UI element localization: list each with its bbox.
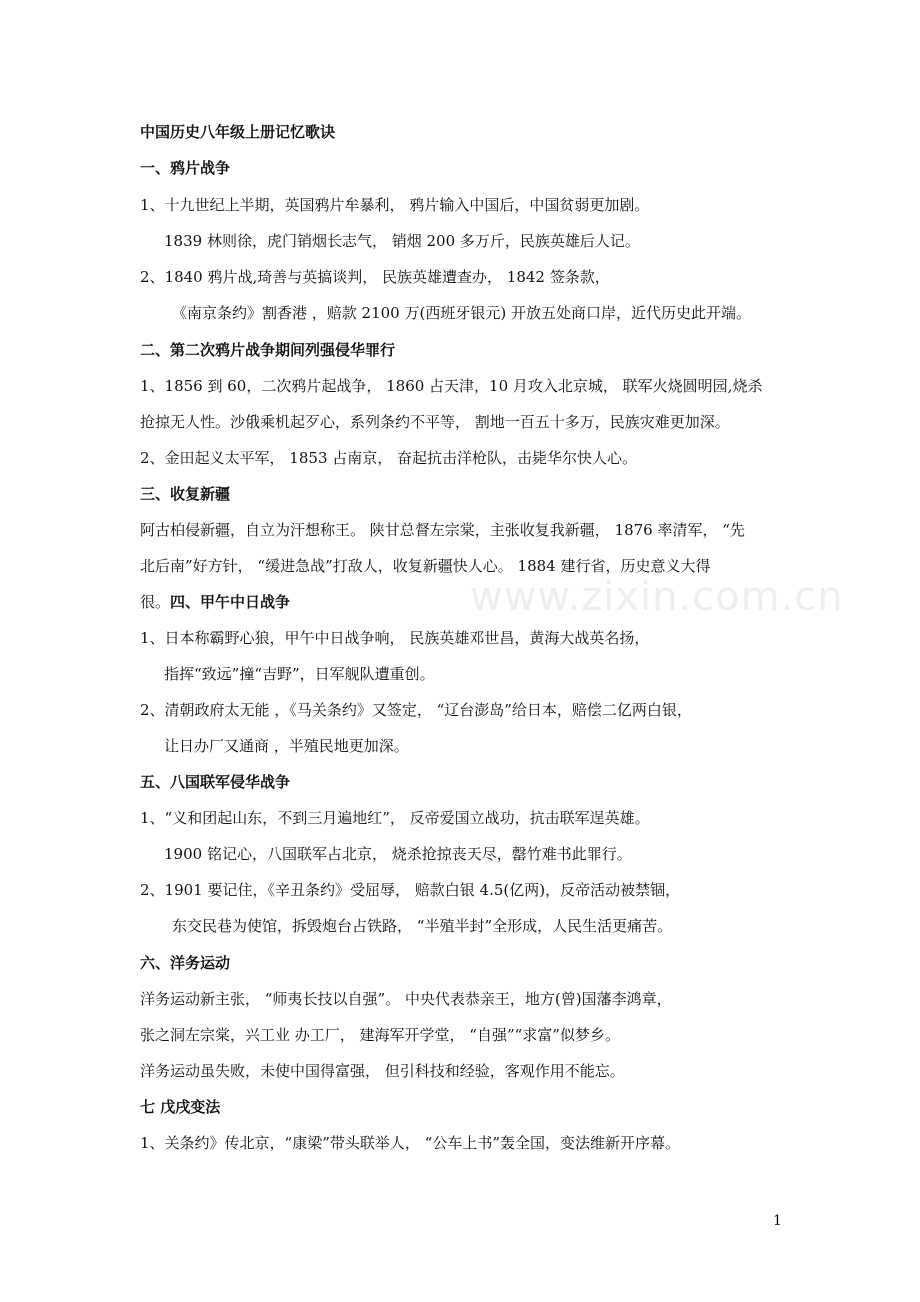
text-line: 阿古柏侵新疆，自立为汗想称王。 陕甘总督左宗棠，主张收复我新疆， 1876 率清军， “先 xyxy=(140,521,745,539)
section-heading: 二、第二次鸦片战争期间列强侵华罪行 xyxy=(140,341,396,359)
text-line: 洋务运动虽失败，未使中国得富强， 但引科技和经验，客观作用不能忘。 xyxy=(140,1062,625,1080)
text-line: 东交民巷为使馆，拆毁炮台占铁路， “半殖半封”全形成，人民生活更痛苦。 xyxy=(172,917,673,935)
text-line: 让日办厂又通商 ，半殖民地更加深。 xyxy=(164,737,409,755)
text-line: 1、十九世纪上半期，英国鸦片牟暴利， 鸦片输入中国后，中国贫弱更加剧。 xyxy=(140,196,650,214)
section-heading: 五、八国联军侵华战争 xyxy=(140,773,291,791)
text-line: 1、“义和团起山东，不到三月遍地红”， 反帝爱国立战功，抗击联军逞英雄。 xyxy=(140,809,650,827)
text-line: 1、1856 到 60，二次鸦片起战争， 1860 占天津，10 月攻入北京城， 联军火烧圆明园,烧杀 xyxy=(140,377,763,395)
document-title: 中国历史八年级上册记忆歌诀 xyxy=(140,123,336,141)
text-line: 1、日本称霸野心狼，甲午中日战争响， 民族英雄邓世昌，黄海大战英名扬， xyxy=(140,629,650,647)
text-line: 1900 铭记心，八国联军占北京， 烧杀抢掠丧天尽，罄竹难书此罪行。 xyxy=(164,845,632,863)
text-line: 《南京条约》割香港 ，赔款 2100 万(西班牙银元) 开放五处商口岸，近代历史此开端。 xyxy=(172,304,751,322)
text-line: 2、清朝政府太无能 ，《马关条约》又签定， “辽台澎岛”给日本，赔偿二亿两白银， xyxy=(140,701,692,719)
text-line: 北后南”好方针， “缓进急战”打敌人，收复新疆快人心。 1884 建行省，历史意义大得 xyxy=(140,557,711,575)
section-heading: 三、收复新疆 xyxy=(140,485,231,503)
section-heading: 一、鸦片战争 xyxy=(140,159,231,177)
text-line: 1、关条约》传北京，“康梁”带头联举人， “公车上书”轰全国，变法维新开序幕。 xyxy=(140,1134,680,1152)
text-line xyxy=(140,592,290,612)
text-line: 1839 林则徐，虎门销烟长志气， 销烟 200 多万斤，民族英雄后人记。 xyxy=(164,232,640,250)
text-line: 2、金田起义太平军， 1853 占南京， 奋起抗击洋枪队，击毙华尔快人心。 xyxy=(140,449,638,467)
section-heading: 四、甲午中日战争 xyxy=(170,593,291,611)
text-line: 2、1901 要记住，《辛丑条约》受屈辱， 赔款白银 4.5(亿两)，反帝活动被禁锢， xyxy=(140,881,681,899)
text-line: 洋务运动新主张， “师夷长技以自强”。 中央代表恭亲王，地方(曾)国藩李鸿章， xyxy=(140,990,672,1008)
page-number: 1 xyxy=(773,1213,782,1229)
watermark: www.zixin.com.cn xyxy=(470,574,844,620)
text-fragment: 很。 xyxy=(140,593,171,611)
section-heading: 七 戊戌变法 xyxy=(140,1098,221,1116)
section-heading: 六、洋务运动 xyxy=(140,954,231,972)
text-line: 抢掠无人性。沙俄乘机起歹心，系列条约不平等， 割地一百五十多万，民族灾难更加深。 xyxy=(140,413,730,431)
text-line: 2、1840 鸦片战,琦善与英搞谈判， 民族英雄遭查办， 1842 签条款， xyxy=(140,268,610,286)
text-line: 张之洞左宗棠，兴工业 办工厂， 建海军开学堂， “自强”“求富”似梦乡。 xyxy=(140,1026,620,1044)
text-line: 指挥“致远”撞“吉野”，日军舰队遭重创。 xyxy=(164,665,435,683)
